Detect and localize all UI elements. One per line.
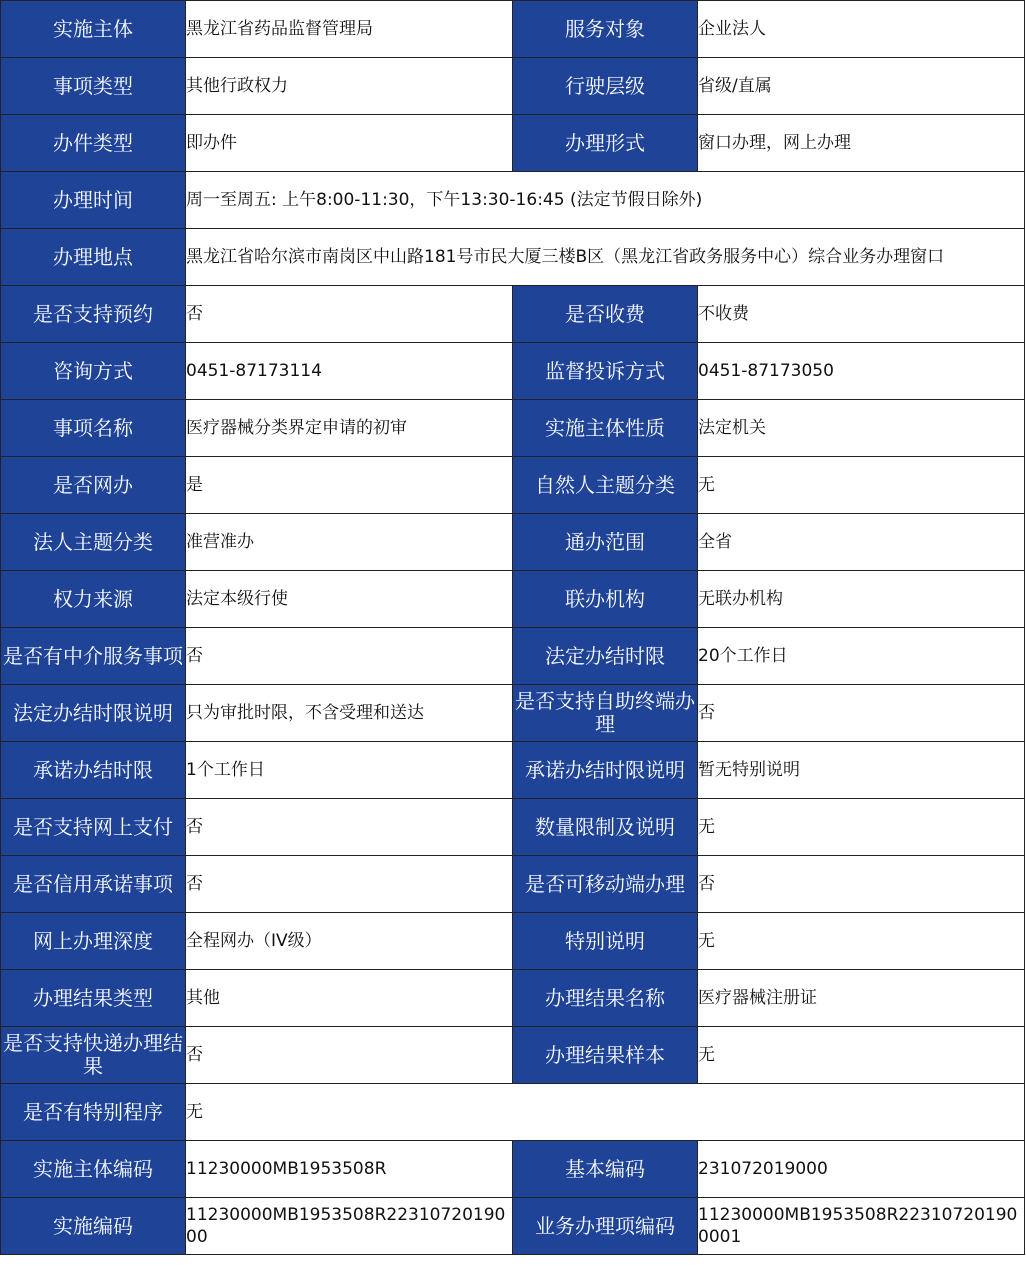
label-body-nature: 实施主体性质 [513, 400, 698, 457]
row-credit-promise [1, 856, 1025, 913]
label-promised-deadline: 承诺办结时限 [1, 742, 186, 799]
label-online-payment: 是否支持网上支付 [1, 799, 186, 856]
value-self-service: 否 [698, 685, 1025, 742]
label-intermediary: 是否有中介服务事项 [1, 628, 186, 685]
label-item-type: 事项类型 [1, 58, 186, 115]
row-online [1, 457, 1025, 514]
row-legal-topic [1, 514, 1025, 571]
row-body-code [1, 1141, 1025, 1198]
label-handling-location: 办理地点 [1, 229, 186, 286]
row-appointment [1, 286, 1025, 343]
value-deadline-note: 只为审批时限，不含受理和送达 [186, 685, 513, 742]
row-item-type [1, 58, 1025, 115]
value-appointment: 否 [186, 286, 513, 343]
value-express: 否 [186, 1027, 513, 1084]
label-service-target: 服务对象 [513, 1, 698, 58]
value-scope: 全省 [698, 514, 1025, 571]
label-result-name: 办理结果名称 [513, 970, 698, 1027]
value-legal-topic: 准营准办 [186, 514, 513, 571]
value-power-source: 法定本级行使 [186, 571, 513, 628]
label-legal-deadline: 法定办结时限 [513, 628, 698, 685]
value-handling-time: 周一至周五: 上午8:00-11:30，下午13:30-16:45 (法定节假日除外) [186, 172, 1025, 229]
label-online: 是否网办 [1, 457, 186, 514]
label-case-type: 办件类型 [1, 115, 186, 172]
label-special-procedure: 是否有特别程序 [1, 1084, 186, 1141]
label-legal-topic: 法人主题分类 [1, 514, 186, 571]
value-handling-location: 黑龙江省哈尔滨市南岗区中山路181号市民大厦三楼B区（黑龙江省政务服务中心）综合业务办理窗口 [186, 229, 1025, 286]
value-body-nature: 法定机关 [698, 400, 1025, 457]
value-consult: 0451-87173114 [186, 343, 513, 400]
value-fee: 不收费 [698, 286, 1025, 343]
value-online-depth: 全程网办（IV级） [186, 913, 513, 970]
value-joint-agency: 无联办机构 [698, 571, 1025, 628]
label-handling-form: 办理形式 [513, 115, 698, 172]
service-info-body [1, 1, 1025, 1255]
label-deadline-note: 法定办结时限说明 [1, 685, 186, 742]
value-implementation-code: 11230000MB1953508R2231072019000 [186, 1198, 513, 1255]
value-result-name: 医疗器械注册证 [698, 970, 1025, 1027]
label-basic-code: 基本编码 [513, 1141, 698, 1198]
row-case-type [1, 115, 1025, 172]
label-promised-note: 承诺办结时限说明 [513, 742, 698, 799]
value-intermediary: 否 [186, 628, 513, 685]
value-complaint: 0451-87173050 [698, 343, 1025, 400]
value-legal-deadline: 20个工作日 [698, 628, 1025, 685]
label-body-code: 实施主体编码 [1, 1141, 186, 1198]
label-quantity-limit: 数量限制及说明 [513, 799, 698, 856]
value-exercise-level: 省级/直属 [698, 58, 1025, 115]
row-power-source [1, 571, 1025, 628]
label-credit-promise: 是否信用承诺事项 [1, 856, 186, 913]
row-special-procedure [1, 1084, 1025, 1141]
value-promised-deadline: 1个工作日 [186, 742, 513, 799]
row-online-payment [1, 799, 1025, 856]
value-handling-form: 窗口办理，网上办理 [698, 115, 1025, 172]
row-express [1, 1027, 1025, 1084]
row-consult [1, 343, 1025, 400]
row-handling-time [1, 172, 1025, 229]
label-person-topic: 自然人主题分类 [513, 457, 698, 514]
label-fee: 是否收费 [513, 286, 698, 343]
label-joint-agency: 联办机构 [513, 571, 698, 628]
row-result-type [1, 970, 1025, 1027]
label-mobile: 是否可移动端办理 [513, 856, 698, 913]
value-implementing-body: 黑龙江省药品监督管理局 [186, 1, 513, 58]
value-business-code: 11230000MB1953508R223107201900001 [698, 1198, 1025, 1255]
label-implementing-body: 实施主体 [1, 1, 186, 58]
value-quantity-limit: 无 [698, 799, 1025, 856]
value-basic-code: 231072019000 [698, 1141, 1025, 1198]
label-result-type: 办理结果类型 [1, 970, 186, 1027]
value-service-target: 企业法人 [698, 1, 1025, 58]
value-item-name: 医疗器械分类界定申请的初审 [186, 400, 513, 457]
label-handling-time: 办理时间 [1, 172, 186, 229]
label-online-depth: 网上办理深度 [1, 913, 186, 970]
label-power-source: 权力来源 [1, 571, 186, 628]
row-intermediary [1, 628, 1025, 685]
label-appointment: 是否支持预约 [1, 286, 186, 343]
value-result-type: 其他 [186, 970, 513, 1027]
row-implementation-code [1, 1198, 1025, 1255]
label-express: 是否支持快递办理结果 [1, 1027, 186, 1084]
value-item-type: 其他行政权力 [186, 58, 513, 115]
row-item-name [1, 400, 1025, 457]
value-online-payment: 否 [186, 799, 513, 856]
row-promised-deadline [1, 742, 1025, 799]
label-result-sample: 办理结果样本 [513, 1027, 698, 1084]
value-special-note: 无 [698, 913, 1025, 970]
label-item-name: 事项名称 [1, 400, 186, 457]
value-credit-promise: 否 [186, 856, 513, 913]
value-body-code: 11230000MB1953508R [186, 1141, 513, 1198]
row-online-depth [1, 913, 1025, 970]
value-case-type: 即办件 [186, 115, 513, 172]
label-special-note: 特别说明 [513, 913, 698, 970]
label-scope: 通办范围 [513, 514, 698, 571]
row-deadline-note [1, 685, 1025, 742]
label-implementation-code: 实施编码 [1, 1198, 186, 1255]
value-special-procedure: 无 [186, 1084, 1025, 1141]
value-promised-note: 暂无特别说明 [698, 742, 1025, 799]
label-business-code: 业务办理项编码 [513, 1198, 698, 1255]
value-mobile: 否 [698, 856, 1025, 913]
row-implementing-body [1, 1, 1025, 58]
label-complaint: 监督投诉方式 [513, 343, 698, 400]
label-self-service: 是否支持自助终端办理 [513, 685, 698, 742]
value-online: 是 [186, 457, 513, 514]
label-consult: 咨询方式 [1, 343, 186, 400]
row-handling-location [1, 229, 1025, 286]
value-person-topic: 无 [698, 457, 1025, 514]
value-result-sample: 无 [698, 1027, 1025, 1084]
label-exercise-level: 行驶层级 [513, 58, 698, 115]
